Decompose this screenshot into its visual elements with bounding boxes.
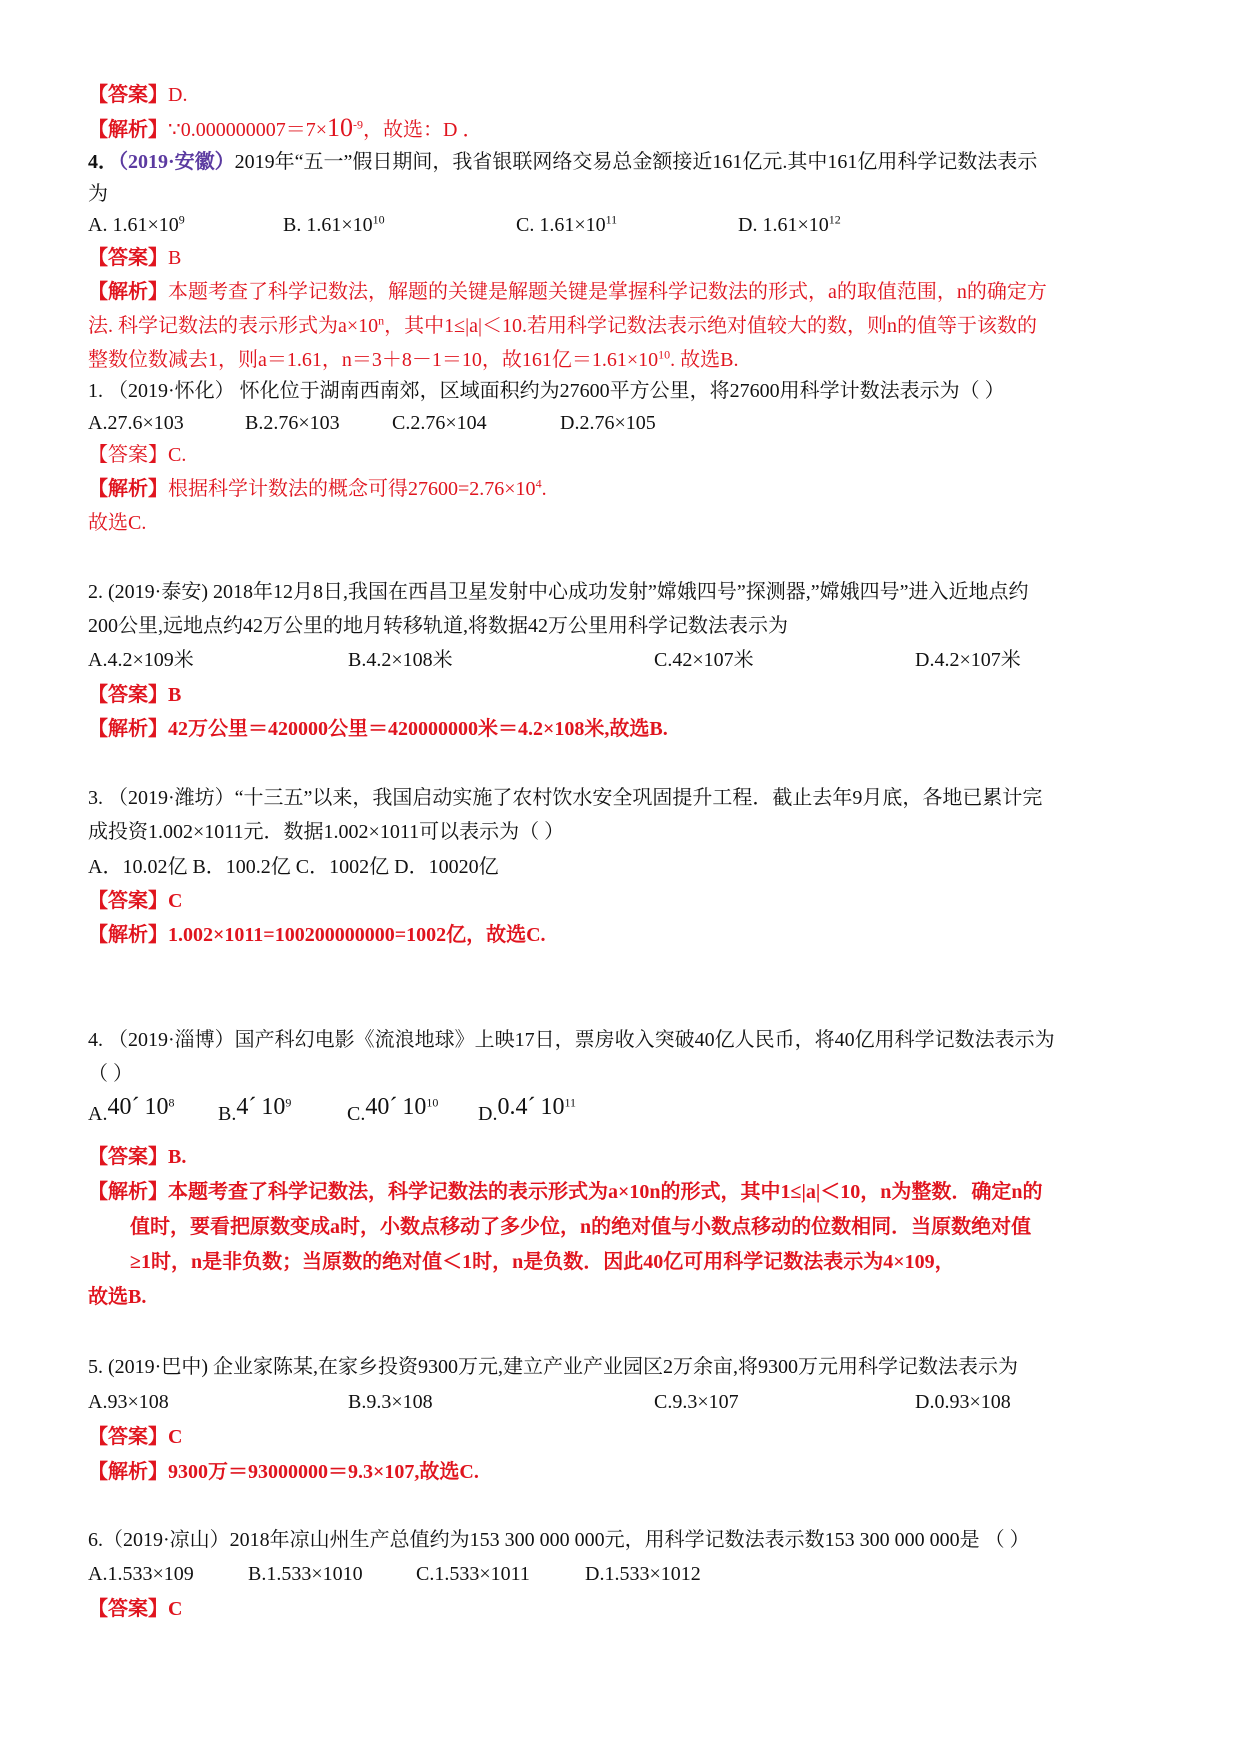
analysis-tag: 【解析】 — [88, 281, 168, 303]
option-letter: A. — [88, 1103, 108, 1125]
answer-value: B — [168, 684, 182, 706]
analysis-text: . 故选B. — [670, 349, 739, 371]
analysis-text: 42万公里＝420000公里＝420000000米＝4.2×108米,故选B. — [168, 718, 668, 740]
option-exponent: 9 — [285, 1095, 292, 1110]
option-letter: C. — [347, 1103, 366, 1125]
option-mantissa: 4 — [236, 1094, 249, 1120]
option-exponent: 8 — [168, 1095, 175, 1110]
analysis-line — [88, 474, 547, 504]
option-a: A.93×108 — [88, 1391, 169, 1413]
analysis-text: ，其中1≤|a|＜10.若用科学记数法表示绝对值较大的数，则n的值等于该数的 — [384, 315, 1038, 337]
option-d — [738, 210, 841, 240]
analysis-text: . — [541, 478, 547, 500]
question-stem-continued: （ ） — [88, 1063, 133, 1085]
answer-line — [88, 1422, 182, 1452]
analysis-conclusion: 故选B. — [88, 1286, 147, 1308]
analysis-line-2 — [88, 311, 1037, 341]
question-stem: 6.（2019·凉山）2018年凉山州生产总值约为153 300 000 000元，用科学记数法表示数153 300 000 000是 （ ） — [88, 1529, 1030, 1551]
option-mantissa: 40 — [107, 1094, 132, 1120]
analysis-text: 根据科学计数法的概念可得27600=2.76×10 — [168, 478, 536, 500]
option-c — [347, 1092, 438, 1123]
analysis-tag: 【解析】 — [88, 1461, 168, 1483]
answer-value: C — [168, 1598, 183, 1620]
answer-line — [88, 80, 187, 110]
analysis-line — [88, 1177, 1043, 1207]
options-line: A．10.02亿 B．100.2亿 C．1002亿 D．10020亿 — [88, 856, 499, 878]
option-b — [283, 210, 385, 240]
answer-value: D. — [168, 84, 188, 106]
analysis-text: 9300万＝93000000＝9.3×107,故选C. — [168, 1461, 479, 1483]
option-c — [516, 210, 617, 240]
analysis-text — [168, 113, 483, 142]
option-label: D. 1.61×10 — [738, 214, 829, 236]
analysis-text: 本题考查了科学记数法，科学记数法的表示形式为a×10n的形式，其中1≤|a|＜10，n为整数．确定n的 — [168, 1181, 1043, 1203]
option-base: 10 — [540, 1094, 565, 1120]
option-b: B.1.533×1010 — [248, 1563, 363, 1585]
option-separator: ´ — [527, 1094, 536, 1120]
analysis-conclusion: 故选C. — [88, 512, 147, 534]
option-b: B.4.2×108米 — [348, 649, 453, 671]
power-base: 10 — [327, 113, 354, 142]
answer-line — [88, 440, 186, 470]
option-letter: D. — [478, 1103, 498, 1125]
answer-line — [88, 680, 181, 710]
answer-value: C — [168, 1426, 183, 1448]
option-a: A.27.6×103 — [88, 412, 184, 434]
option-c: C.42×107米 — [654, 649, 754, 671]
option-label: A. 1.61×10 — [88, 214, 179, 236]
analysis-line — [88, 277, 1047, 307]
answer-value: B. — [168, 1146, 187, 1168]
analysis-text: 1.002×1011=100200000000=1002亿，故选C. — [168, 924, 546, 946]
answer-value: C — [168, 890, 183, 912]
option-letter: B. — [218, 1103, 237, 1125]
answer-tag: 【答案】 — [88, 1598, 168, 1620]
question-stem: 5. (2019·巴中) 企业家陈某,在家乡投资9300万元,建立产业产业园区2万余亩,将9300万元用科学记数法表示为 — [88, 1356, 1018, 1378]
option-c: C.9.3×107 — [654, 1391, 739, 1413]
option-mantissa: 40 — [365, 1094, 390, 1120]
answer-tag: 【答案】 — [88, 1146, 168, 1168]
analysis-text: 法. 科学记数法的表示形式为a×10 — [88, 315, 379, 337]
option-d: D.1.533×1012 — [585, 1563, 701, 1585]
option-a — [88, 210, 185, 240]
question-source: （2019·安徽） — [118, 151, 235, 173]
analysis-tag: 【解析】 — [88, 478, 168, 500]
answer-tag: 【答案】 — [88, 890, 168, 912]
analysis-tag: 【解析】 — [88, 718, 168, 740]
power-exponent: -9 — [353, 117, 364, 132]
option-c: C.1.533×1011 — [416, 1563, 530, 1585]
option-d: D.0.93×108 — [915, 1391, 1011, 1413]
question-text: 为 — [88, 183, 108, 205]
option-a: A.4.2×109米 — [88, 649, 194, 671]
analysis-line-3: ≥1时，n是非负数；当原数的绝对值＜1时，n是负数．因此40亿可用科学记数法表示为4×109， — [130, 1251, 955, 1273]
answer-tag: 【答案】 — [88, 684, 168, 706]
option-a — [88, 1092, 174, 1123]
option-exponent: 9 — [178, 212, 185, 227]
option-exponent: 10 — [372, 212, 385, 227]
answer-line — [88, 1594, 182, 1624]
answer-tag: 【答案】 — [88, 247, 168, 269]
question-stem: 2. (2019·泰安) 2018年12月8日,我国在西昌卫星发射中心成功发射”嫦娥四号”探测器,”嫦娥四号”进入近地点约 — [88, 581, 1029, 603]
option-exponent: 11 — [564, 1095, 577, 1110]
analysis-prefix: ∵0.000000007＝7× — [168, 119, 328, 141]
analysis-line — [88, 1457, 479, 1487]
answer-line — [88, 243, 181, 273]
option-separator: ´ — [248, 1094, 257, 1120]
answer-value: C. — [168, 444, 187, 466]
option-separator: ´ — [131, 1094, 140, 1120]
option-exponent: 12 — [828, 212, 841, 227]
analysis-line — [88, 113, 482, 145]
answer-line — [88, 886, 182, 916]
option-exponent: 10 — [426, 1095, 439, 1110]
answer-tag: 【答案】 — [88, 84, 168, 106]
option-exponent: 11 — [605, 212, 618, 227]
question-stem: 4. （2019·淄博）国产科幻电影《流浪地球》上映17日，票房收入突破40亿人民币，将40亿用科学记数法表示为 — [88, 1029, 1055, 1051]
answer-tag: 【答案】 — [88, 1426, 168, 1448]
option-d — [478, 1092, 576, 1123]
analysis-suffix: ，故选：D ． — [363, 119, 483, 141]
answer-value: B — [168, 247, 182, 269]
analysis-line — [88, 920, 546, 950]
analysis-text: 整数位数减去1，则a＝1.61，n＝3＋8－1＝10，故161亿＝1.61×10 — [88, 349, 659, 371]
analysis-tag: 【解析】 — [88, 924, 168, 946]
question-stem: 3. （2019·潍坊）“十三五”以来，我国启动实施了农村饮水安全巩固提升工程．截止去年9月底，各地已累计完 — [88, 787, 1043, 809]
question-text: 2019年“五一”假日期间，我省银联网络交易总金额接近161亿元.其中161亿用科学记数法表示 — [234, 151, 1038, 173]
option-a: A.1.533×109 — [88, 1563, 194, 1585]
analysis-tag: 【解析】 — [88, 1181, 168, 1203]
option-b — [218, 1092, 291, 1123]
question-number: 4． — [88, 151, 118, 173]
question-stem: 1. （2019·怀化） 怀化位于湖南西南郊，区域面积约为27600平方公里，将27600用科学计数法表示为（ ） — [88, 380, 1005, 402]
answer-line — [88, 1142, 186, 1172]
question-stem-continued: 成投资1.002×1011元．数据1.002×1011可以表示为（ ） — [88, 821, 565, 843]
power-exponent: 4 — [535, 476, 542, 491]
option-label: C. 1.61×10 — [516, 214, 606, 236]
question-stem — [88, 147, 1037, 177]
analysis-line-2: 值时，要看把原数变成a时，小数点移动了多少位，n的绝对值与小数点移动的位数相同．当原数绝对值 — [130, 1216, 1032, 1238]
option-separator: ´ — [389, 1094, 398, 1120]
option-base: 10 — [261, 1094, 286, 1120]
option-mantissa: 0.4 — [497, 1094, 528, 1120]
option-base: 10 — [144, 1094, 169, 1120]
option-b: B.9.3×108 — [348, 1391, 433, 1413]
option-c: C.2.76×104 — [392, 412, 487, 434]
option-d: D.2.76×105 — [560, 412, 656, 434]
analysis-line — [88, 714, 668, 744]
analysis-tag: 【解析】 — [88, 119, 168, 141]
power-exponent: n — [378, 313, 385, 328]
option-base: 10 — [402, 1094, 427, 1120]
power-exponent: 10 — [658, 347, 671, 362]
answer-tag: 【答案】 — [88, 444, 168, 466]
option-label: B. 1.61×10 — [283, 214, 373, 236]
analysis-text: 本题考查了科学记数法，解题的关键是解题关键是掌握科学记数法的形式，a的取值范围，n的确定方 — [168, 281, 1047, 303]
analysis-line-3 — [88, 345, 739, 375]
question-stem-continued: 200公里,远地点约42万公里的地月转移轨道,将数据42万公里用科学记数法表示为 — [88, 615, 788, 637]
option-d: D.4.2×107米 — [915, 649, 1021, 671]
question-stem-continued — [88, 179, 108, 209]
option-b: B.2.76×103 — [245, 412, 340, 434]
